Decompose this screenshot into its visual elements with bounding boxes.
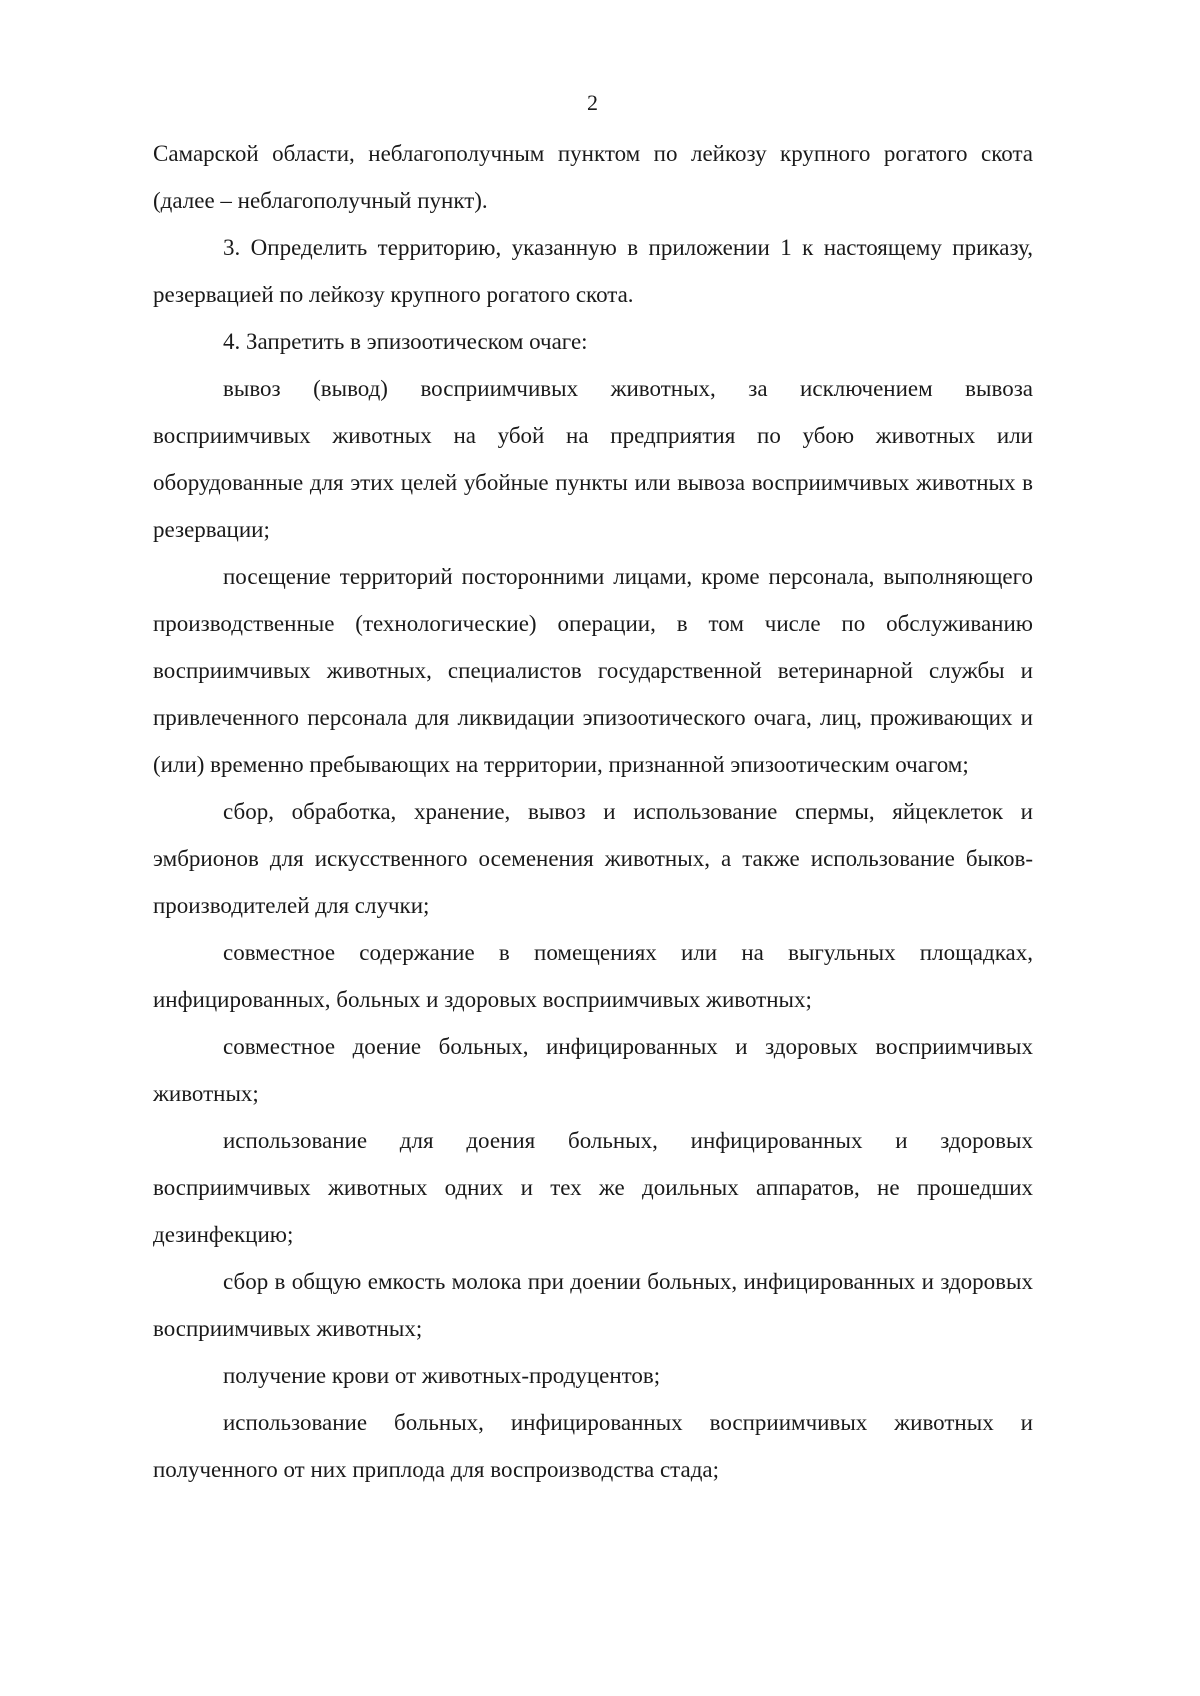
paragraph: посещение территорий посторонними лицами, кроме персонала, выполняющего производственные (технологические) операции, в том числе по обслуживанию восприимчивых животных, специалистов государственной ветеринарной службы и привлеченного персонала для ликвидации эпизоотического очага, лиц, проживающих и (или) временно пребывающих на территории, признанной эпизоотическим очагом; — [153, 564, 1033, 777]
paragraph: 4. Запретить в эпизоотическом очаге: — [223, 329, 588, 354]
paragraph: сбор в общую емкость молока при доении больных, инфицированных и здоровых восприимчивых животных; — [153, 1269, 1033, 1341]
page-number: 2 — [587, 90, 598, 115]
paragraph: получение крови от животных-продуцентов; — [223, 1363, 661, 1388]
paragraph: использование для доения больных, инфицированных и здоровых восприимчивых животных одних и тех же доильных аппаратов, не прошедших дезинфекцию; — [153, 1128, 1033, 1247]
paragraph: совместное содержание в помещениях или на выгульных площадках, инфицированных, больных и здоровых восприимчивых животных; — [153, 940, 1033, 1012]
paragraph: использование больных, инфицированных восприимчивых животных и полученного от них приплода для воспроизводства стада; — [153, 1410, 1033, 1482]
paragraph: сбор, обработка, хранение, вывоз и использование спермы, яйцеклеток и эмбрионов для искусственного осеменения животных, а также использование быков-производителей для случки; — [153, 799, 1033, 918]
paragraph: вывоз (вывод) восприимчивых животных, за исключением вывоза восприимчивых животных на убой на предприятия по убою животных или оборудованные для этих целей убойные пункты или вывоза восприимчивых животных в резервации; — [153, 376, 1033, 542]
paragraph: 3. Определить территорию, указанную в приложении 1 к настоящему приказу, резервацией по лейкозу крупного рогатого скота. — [153, 235, 1033, 307]
document-body — [153, 130, 1033, 1493]
paragraph: совместное доение больных, инфицированных и здоровых восприимчивых животных; — [153, 1034, 1033, 1106]
paragraph: Самарской области, неблагополучным пунктом по лейкозу крупного рогатого скота (далее – неблагополучный пункт). — [153, 141, 1033, 213]
